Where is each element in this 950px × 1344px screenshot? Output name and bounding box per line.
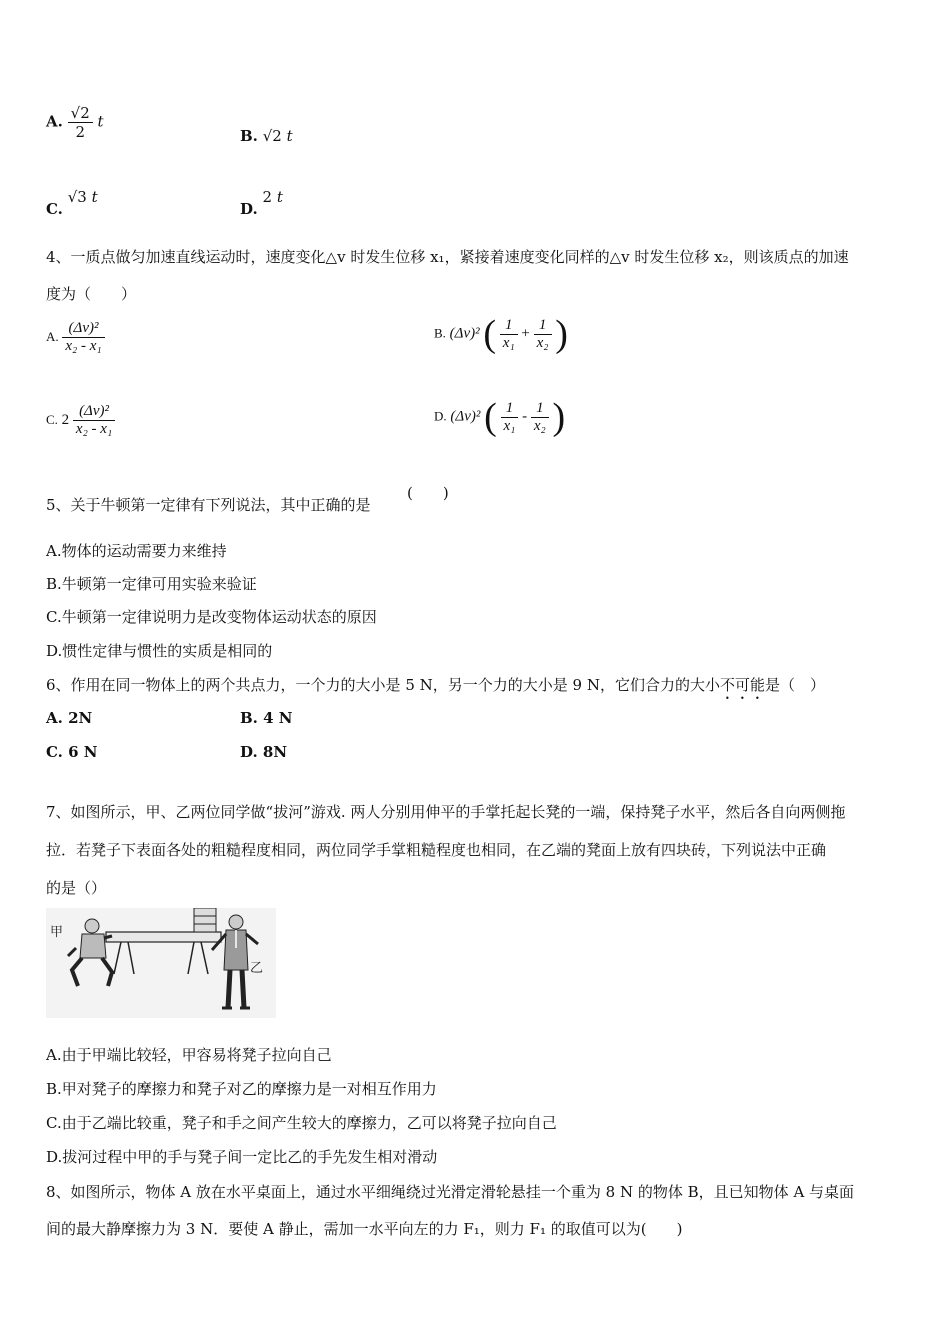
q7-stem-line2: 拉．若凳子下表面各处的粗糙程度相同，两位同学手掌粗糙程度也相同，在乙端的凳面上放有四块砖，下列说法中正确 bbox=[46, 841, 827, 859]
q5-option-d: D.惯性定律与惯性的实质是相同的 bbox=[46, 642, 273, 660]
q7-figure bbox=[46, 908, 276, 1018]
q4-option-d: D. (Δv)² ( $\frac{1}{\text{x₁}}$ - $\frac{1}{\text{x₂}}$ ) bbox=[434, 396, 566, 438]
q3-option-a: A. $\frac{√2}{2}$ t bbox=[46, 104, 104, 141]
q6-option-c: C. 6 N bbox=[46, 743, 98, 761]
q4-stem-line1: 4、一质点做匀加速直线运动时，速度变化△v 时发生位移 x₁，紧接着速度变化同样的△v 时发生位移 x₂，则该质点的加速 bbox=[46, 248, 849, 266]
q7-option-a: A.由于甲端比较轻，甲容易将凳子拉向自己 bbox=[46, 1046, 332, 1064]
label-jia: 甲 bbox=[50, 925, 64, 940]
label-yi: 乙 bbox=[250, 961, 264, 976]
q3-option-c: C. √3 t bbox=[46, 188, 98, 218]
q6-option-b: B. 4 N bbox=[240, 709, 293, 727]
q3-option-d: D. 2 t bbox=[240, 188, 283, 218]
q7-option-d: D.拔河过程中甲的手与凳子间一定比乙的手先发生相对滑动 bbox=[46, 1148, 438, 1166]
bench-seat bbox=[106, 932, 221, 942]
q4-option-a: A. $\frac{\text{(Δv)²}}{\text{x₂ - x₁}}$ bbox=[46, 320, 105, 355]
q6-option-d: D. 8N bbox=[240, 743, 288, 761]
q4-option-b: B. (Δv)² ( $\frac{1}{\text{x₁}}$ + $\frac{1}{\text{x₂}}$ ) bbox=[434, 313, 568, 355]
brick bbox=[194, 924, 216, 932]
brick bbox=[194, 916, 216, 924]
q7-option-c: C.由于乙端比较重，凳子和手之间产生较大的摩擦力，乙可以将凳子拉向自己 bbox=[46, 1114, 557, 1132]
emphasis-dotted: 不可能 bbox=[719, 676, 765, 694]
q7-stem-line3: 的是（） bbox=[46, 879, 107, 897]
q5-option-b: B.牛顿第一定律可用实验来验证 bbox=[46, 575, 257, 593]
q5-option-a: A.物体的运动需要力来维持 bbox=[46, 542, 227, 560]
brick bbox=[194, 908, 216, 916]
q6-stem: 6、作用在同一物体上的两个共点力，一个力的大小是 5 N，另一个力的大小是 9 N，它们合力的大小不可能是（ ） bbox=[46, 676, 825, 694]
q7-option-b: B.甲对凳子的摩擦力和凳子对乙的摩擦力是一对相互作用力 bbox=[46, 1080, 437, 1098]
q3-a-fraction: $\frac{√2}{2}$ bbox=[68, 104, 93, 141]
q5-answer-paren: ( ) bbox=[407, 484, 449, 502]
q8-stem-line2: 间的最大静摩擦力为 3 N．要使 A 静止，需加一水平向左的力 F₁，则力 F₁ 的取值可以为( ) bbox=[46, 1220, 683, 1238]
q6-option-a: A. 2N bbox=[46, 709, 93, 727]
q5-option-c: C.牛顿第一定律说明力是改变物体运动状态的原因 bbox=[46, 608, 377, 626]
q4-a-fraction: $\frac{\text{(Δv)²}}{\text{x₂ - x₁}}$ bbox=[62, 320, 104, 355]
q4-stem-line2: 度为（ ） bbox=[46, 285, 137, 303]
q5-stem: 5、关于牛顿第一定律有下列说法，其中正确的是 bbox=[46, 496, 371, 514]
q4-option-c: C. 2 $\frac{\text{(Δv)²}}{\text{x₂ - x₁}}$ bbox=[46, 403, 115, 438]
tug-of-war-illustration bbox=[46, 908, 276, 1018]
q7-stem-line1: 7、如图所示，甲、乙两位同学做“拔河”游戏. 两人分别用伸平的手掌托起长凳的一端，保持凳子水平，然后各自向两侧拖 bbox=[46, 803, 846, 821]
q8-stem-line1: 8、如图所示，物体 A 放在水平桌面上，通过水平细绳绕过光滑定滑轮悬挂一个重为 8 N 的物体 B，且已知物体 A 与桌面 bbox=[46, 1183, 855, 1201]
q3-option-b: B. √2 t bbox=[240, 127, 293, 145]
